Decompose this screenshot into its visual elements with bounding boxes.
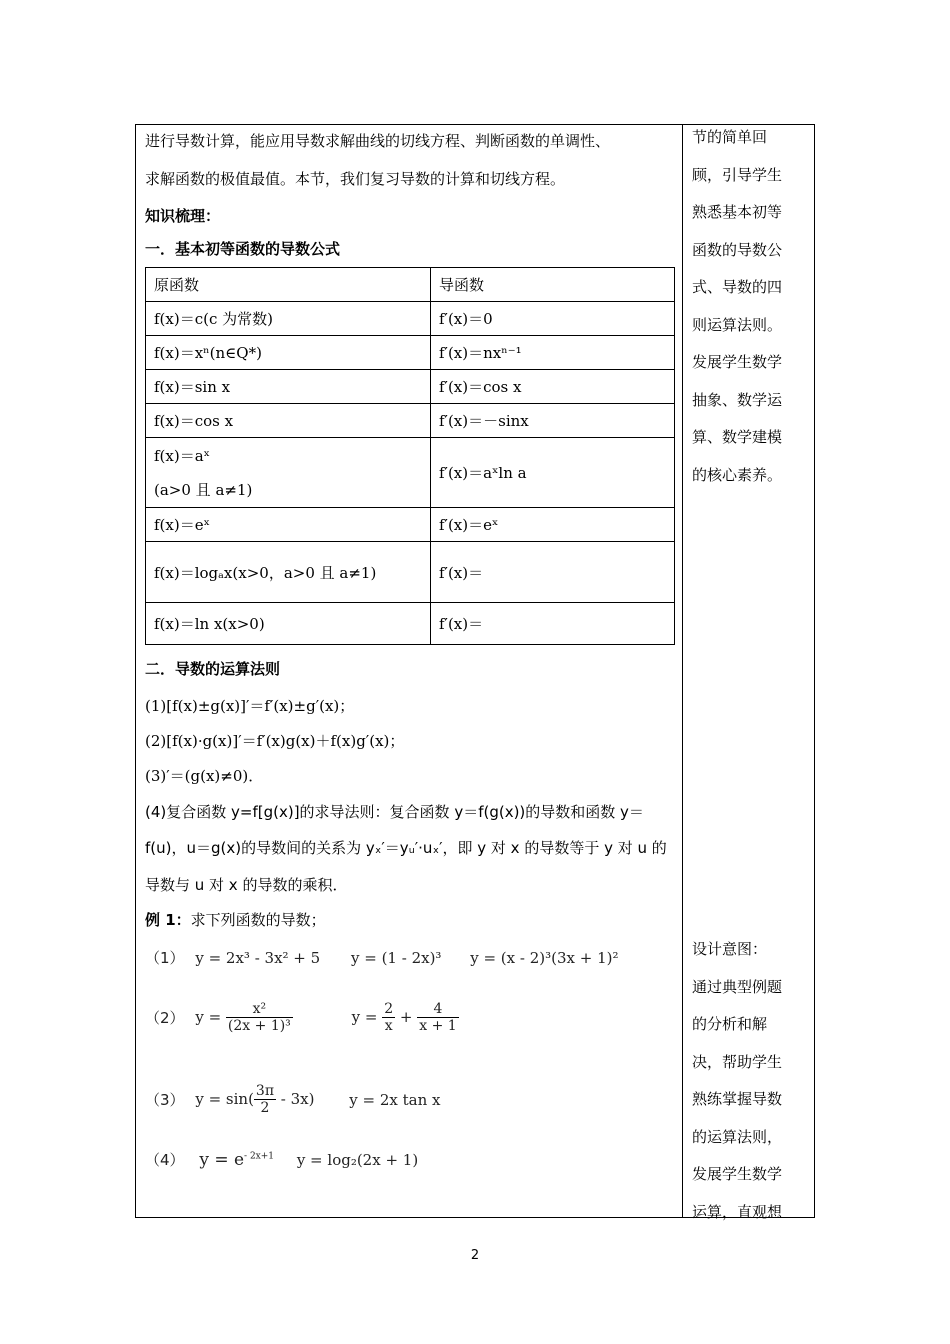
table-row [146, 438, 675, 508]
rule-3: (3)′＝(g(x)≠0)． [145, 767, 264, 785]
cell-derivative: f′(x)＝eˣ [431, 508, 675, 542]
item-number: （4） [145, 1151, 185, 1169]
fraction [382, 1001, 395, 1034]
section1-heading: 一．基本初等函数的导数公式 [145, 240, 341, 258]
header-original: 原函数 [146, 268, 431, 302]
intro-line-2: 求解函数的极值最值。本节，我们复习导数的计算和切线方程。 [145, 170, 566, 188]
side-line: 决，帮助学生 [692, 1052, 783, 1071]
cell-original: f(x)＝ln x(x>0) [146, 603, 431, 645]
side-line: 节的简单回 [692, 128, 768, 146]
cell-original [146, 438, 431, 508]
derivative-formula-table [145, 267, 675, 645]
numerator: 3π [255, 1083, 275, 1099]
formula-2: y = $\frac{2}{x}$ + $\frac{4}{x + 1}$ [351, 1001, 457, 1034]
rule-4-line-2: f(u)，u＝g(x)的导数间的关系为 yₓ′＝yᵤ′·uₓ′，即 y 对 x 的导数等于 y 对 u 的 [145, 839, 667, 857]
content-column [136, 125, 682, 1217]
formula-suffix: - 3x) [276, 1089, 315, 1108]
cell-original: f(x)＝eˣ [146, 508, 431, 542]
cell-original: f(x)＝cos x [146, 404, 431, 438]
cell-original: f(x)＝logₐx(x>0，a>0 且 a≠1) [146, 542, 431, 603]
side-line: 顾，引导学生 [692, 165, 783, 184]
header-derivative: 导函数 [431, 268, 675, 302]
side-block-1 [692, 119, 806, 494]
fraction [254, 1083, 276, 1116]
side-line: 算、数学建模 [692, 428, 783, 446]
table-row [146, 508, 675, 542]
table-row [146, 603, 675, 645]
side-line: 运算，直观想 [692, 1202, 783, 1221]
example-prompt: 求下列函数的导数； [190, 911, 326, 929]
example-item-4 [145, 1149, 418, 1170]
formula-2: y = 2x tan x [349, 1090, 441, 1109]
cell-derivative: f′(x)＝0 [431, 302, 675, 336]
formula-1 [199, 1150, 274, 1170]
formula-1 [195, 1083, 315, 1116]
section2-heading: 二．导数的运算法则 [145, 660, 281, 678]
cell-derivative: f′(x)＝－sinx [431, 404, 675, 438]
side-title: 设计意图： [692, 940, 768, 958]
rule-2: (2)[f(x)·g(x)]′＝f′(x)g(x)＋f(x)g′(x)； [145, 732, 405, 750]
table-row [146, 302, 675, 336]
denominator: x + 1 [419, 1018, 457, 1034]
table-header-row [146, 268, 675, 302]
table-row [146, 336, 675, 370]
table-row [146, 542, 675, 603]
side-line: 的分析和解 [692, 1015, 768, 1033]
cell-derivative: f′(x)＝ [431, 603, 675, 645]
cell-derivative: f′(x)＝ [431, 542, 675, 603]
example-item-3 [145, 1083, 441, 1116]
numerator: 4 [417, 1001, 458, 1018]
formula-1: y = $\frac{\text{x²}}{\text{(2x + 1)³}}$ [195, 1001, 291, 1034]
side-line: 发展学生数学 [692, 1165, 783, 1183]
side-line: 抽象、数学运 [692, 390, 783, 409]
rule-4-line-3: 导数与 u 对 x 的导数的乘积． [145, 876, 348, 894]
denominator: (2x + 1)³ [227, 1018, 291, 1034]
formula-2: y = log₂(2x + 1) [296, 1151, 419, 1169]
side-line: 通过典型例题 [692, 977, 783, 996]
intro-line-1: 进行导数计算，能应用导数求解曲线的切线方程、判断函数的单调性、 [145, 132, 611, 150]
table-row [146, 404, 675, 438]
fraction [417, 1001, 458, 1034]
side-line: 的运算法则， [692, 1127, 783, 1146]
cell-condition: (a>0 且 a≠1) [154, 480, 253, 499]
side-line: 熟悉基本初等 [692, 203, 783, 221]
denominator: x [384, 1018, 393, 1034]
example-item-1 [145, 947, 619, 968]
side-line: 熟练掌握导数 [692, 1090, 783, 1108]
knowledge-heading: 知识梳理： [145, 207, 221, 225]
example-item-2 [145, 1001, 459, 1034]
cell-derivative: f′(x)＝cos x [431, 370, 675, 404]
formula-2: y = (1 - 2x)³ [350, 949, 442, 967]
formula-3: y = (x - 2)³(3x + 1)² [470, 949, 619, 967]
lesson-table [135, 124, 815, 1221]
side-line: 则运算法则。 [692, 315, 783, 334]
numerator: 2 [384, 1001, 394, 1017]
item-number: （2） [145, 1009, 185, 1027]
fraction [226, 1001, 293, 1034]
side-block-2 [692, 931, 806, 1231]
rule-4-line-1: (4)复合函数 y=f[g(x)]的求导法则：复合函数 y＝f(g(x))的导数和函数 y＝ [145, 803, 644, 821]
cell-original: f(x)＝sin x [146, 370, 431, 404]
example-label: 例 1： [145, 911, 191, 929]
item-number: （1） [145, 949, 185, 967]
cell-derivative: f′(x)＝aˣln a [431, 438, 675, 508]
example-heading [145, 909, 326, 930]
formula-exponent: - 2x+1 [244, 1151, 275, 1162]
table-row [146, 370, 675, 404]
denominator: 2 [260, 1100, 270, 1116]
page-number: 2 [470, 1248, 480, 1263]
side-line: 的核心素养。 [692, 465, 783, 484]
rule-1: (1)[f(x)±g(x)]′＝f′(x)±g′(x)； [145, 697, 355, 715]
side-line: 式、导数的四 [692, 278, 783, 296]
side-line: 发展学生数学 [692, 353, 783, 371]
formula-prefix: y = sin( [195, 1089, 254, 1108]
side-line: 函数的导数公 [692, 240, 783, 259]
cell-original: f(x)＝xⁿ(n∈Q*) [146, 336, 431, 370]
numerator: x² [226, 1001, 293, 1018]
item-number: （3） [145, 1091, 185, 1109]
cell-original: f(x)＝c(c 为常数) [146, 302, 431, 336]
formula-1: y = 2x³ - 3x² + 5 [195, 949, 321, 967]
design-column [683, 125, 816, 1221]
cell-formula: f(x)＝aˣ [154, 446, 211, 465]
cell-derivative: f′(x)＝nxⁿ⁻¹ [431, 336, 675, 370]
formula-base: y = e [199, 1150, 245, 1170]
